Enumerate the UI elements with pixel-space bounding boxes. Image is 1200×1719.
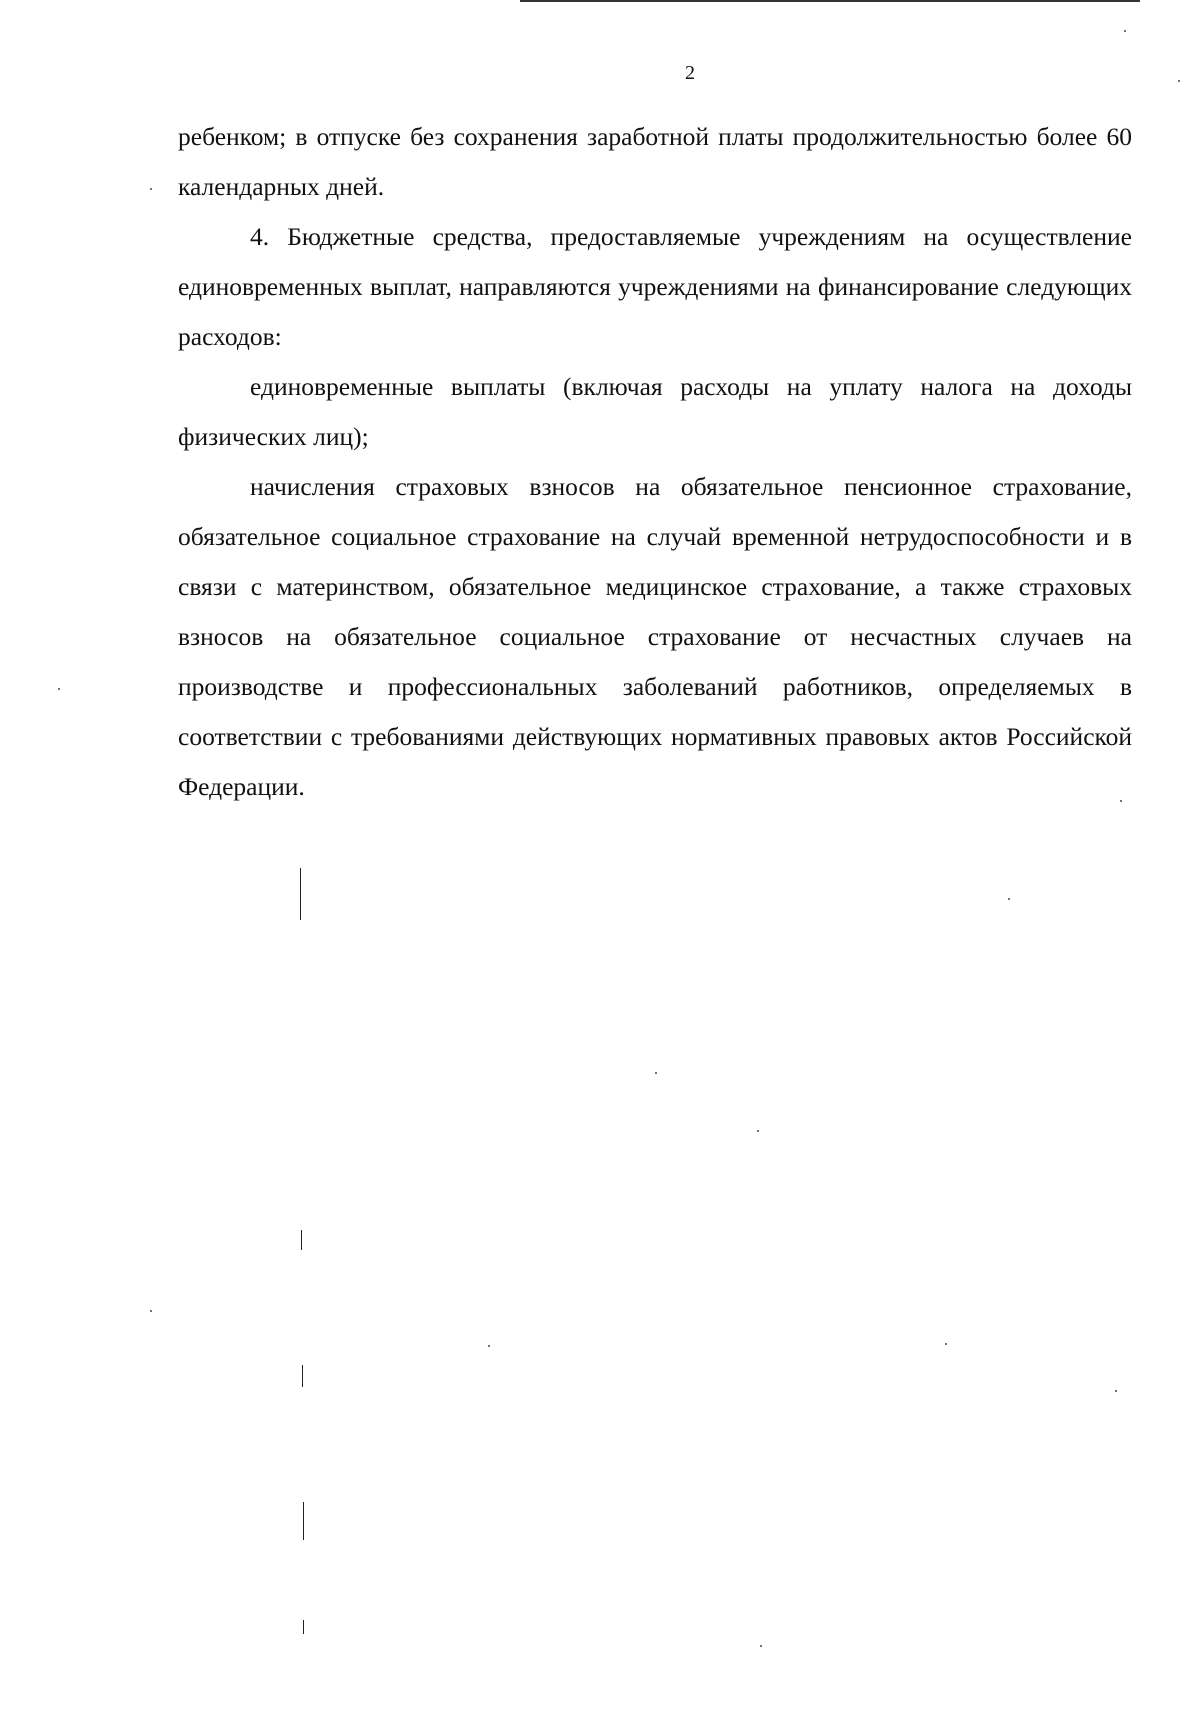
paragraph-one-time-payments: единовременные выплаты (включая расходы на уплату налога на доходы физических лиц); [178,372,1132,451]
scan-speck [150,1310,152,1312]
scan-speck [760,1645,762,1647]
scan-fold-mark [303,1620,304,1634]
scan-speck [1124,30,1126,32]
scan-speck [150,188,152,190]
paragraph-continuation: ребенком; в отпуске без сохранения заработной платы продолжительностью более 60 календарных дней. [178,122,1132,201]
scan-fold-mark [301,1230,302,1250]
scan-top-edge [520,0,1140,2]
scan-speck [58,688,60,690]
scan-fold-mark [303,1502,304,1540]
scan-speck [1008,898,1010,900]
scan-fold-mark [300,868,301,920]
scan-speck [1178,80,1180,82]
paragraph-item-4: 4. Бюджетные средства, предоставляемые учреждениям на осуществление единовременных выплат, направляются учреждениями на финансирование следующих расходов: [178,222,1132,351]
paragraph-insurance-contributions: начисления страховых взносов на обязательное пенсионное страхование, обязательное социальное страхование на случай временной нетрудоспособности и в связи с материнством, обязательное медицинское страхование, а также страховых взносов на обязательное социальное страхование от несчастных случаев на производстве и профессиональных заболеваний работников, определяемых в соответствии с требованиями действующих нормативных правовых актов Российской Федерации. [178,472,1132,801]
scan-fold-mark [302,1365,303,1387]
scan-speck [1115,1390,1117,1392]
scan-speck [1120,800,1122,802]
scan-speck [945,1343,947,1345]
scan-speck [488,1345,490,1347]
scan-speck [757,1130,759,1132]
document-body [178,112,1132,812]
page-number: 2 [685,62,695,84]
scan-speck [655,1072,657,1074]
